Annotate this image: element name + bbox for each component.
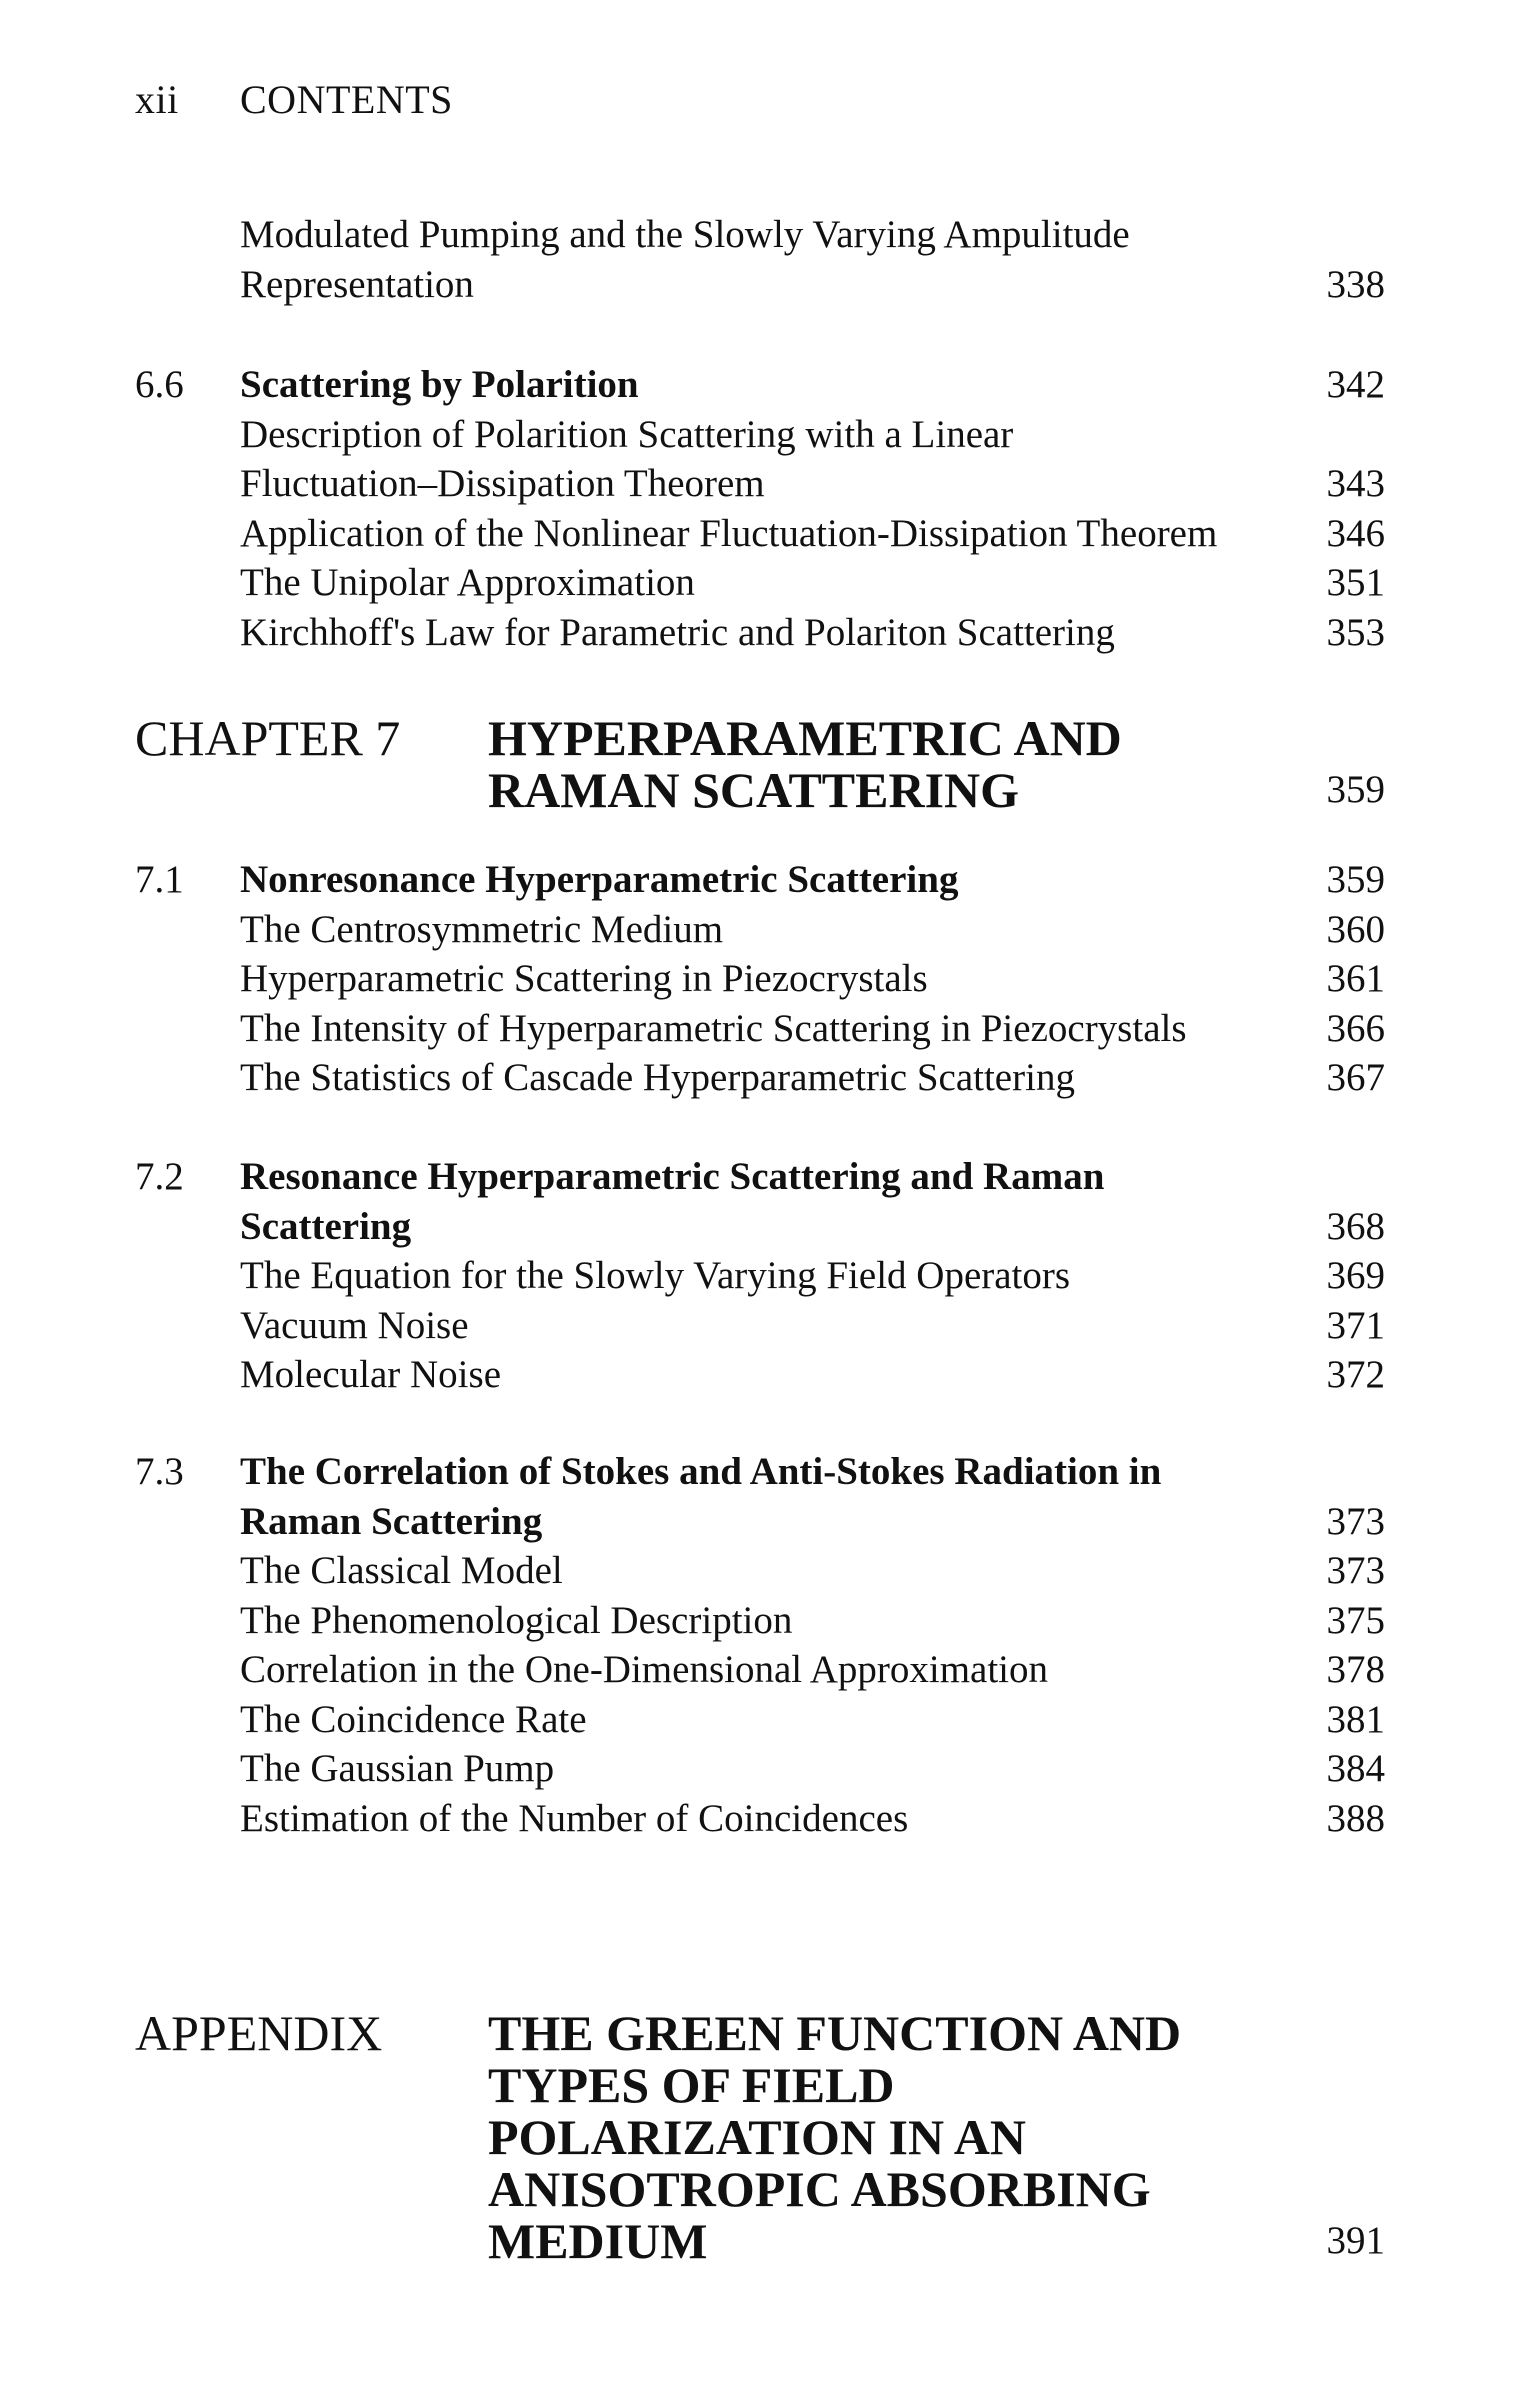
entry-page: 361 [1326, 957, 1385, 1000]
entry-title: Description of Polarition Scattering with a Linear [240, 412, 1014, 456]
appendix-title-line: POLARIZATION IN AN [488, 2109, 1027, 2165]
entry-title: The Centrosymmetric Medium [240, 907, 724, 951]
section-page: 342 [1326, 363, 1385, 406]
entry-page: 378 [1326, 1648, 1385, 1691]
entry-page: 338 [1326, 262, 1385, 306]
appendix-page: 391 [1326, 2219, 1385, 2262]
entry-page: 353 [1326, 610, 1385, 654]
toc-entry [135, 1053, 1385, 1103]
section-number: 7.3 [135, 1450, 184, 1493]
entry-page: 360 [1326, 907, 1385, 951]
entry-title: Molecular Noise [240, 1353, 502, 1396]
appendix-title-line: TYPES OF FIELD [488, 2057, 895, 2113]
toc-entry [135, 509, 1385, 559]
appendix-title [488, 2007, 1181, 2267]
chapter-page: 359 [1326, 768, 1385, 811]
appendix-title-line: MEDIUM [488, 2213, 708, 2269]
entry-title: Hyperparametric Scattering in Piezocrystals [240, 957, 928, 1000]
chapter-label: CHAPTER 7 [135, 710, 401, 766]
section-heading [135, 1497, 1385, 1547]
toc-entry [135, 1596, 1385, 1646]
section-heading [135, 855, 1385, 905]
entry-title: Kirchhoff's Law for Parametric and Polariton Scattering [240, 610, 1115, 654]
section-page: 359 [1326, 858, 1385, 901]
entry-page: 343 [1326, 462, 1385, 505]
toc-entry [135, 1645, 1385, 1695]
page-number: xii [135, 77, 179, 122]
section-title: The Correlation of Stokes and Anti-Stokes Radiation in [240, 1450, 1162, 1493]
toc-entry [135, 1350, 1385, 1400]
entry-title: The Gaussian Pump [240, 1747, 555, 1790]
entry-title: The Statistics of Cascade Hyperparametric Scattering [240, 1056, 1075, 1099]
appendix-title-line: THE GREEN FUNCTION AND [488, 2005, 1182, 2061]
entry-title: The Classical Model [240, 1549, 563, 1592]
toc-entry [135, 1546, 1385, 1596]
toc-entry [135, 608, 1385, 658]
toc-entry [135, 210, 1385, 260]
entry-page: 372 [1326, 1353, 1385, 1396]
toc-entry [135, 1004, 1385, 1054]
toc-entry [135, 954, 1385, 1004]
toc-entry [135, 1695, 1385, 1745]
section-page: 373 [1326, 1499, 1385, 1543]
section-7-3 [135, 1447, 1385, 1843]
toc-entry [135, 1794, 1385, 1844]
section-title: Scattering by Polarition [240, 363, 639, 406]
entry-title: Vacuum Noise [240, 1303, 469, 1347]
section-7-1 [135, 855, 1385, 1103]
chapter-title-line: HYPERPARAMETRIC AND [488, 710, 1122, 766]
toc-entry [135, 1744, 1385, 1794]
appendix-label: APPENDIX [135, 2005, 383, 2061]
entry-page: 375 [1326, 1598, 1385, 1642]
entry-page: 366 [1326, 1006, 1385, 1050]
toc-entry [135, 1251, 1385, 1301]
toc-entry [135, 1301, 1385, 1351]
toc-entry [135, 459, 1385, 509]
section-heading [135, 1152, 1385, 1202]
toc-entry [135, 410, 1385, 460]
section-title: Scattering [240, 1204, 412, 1248]
section-page: 368 [1326, 1204, 1385, 1248]
entry-title: Fluctuation–Dissipation Theorem [240, 462, 765, 505]
entry-page: 346 [1326, 511, 1385, 555]
section-heading [135, 1447, 1385, 1497]
entry-title: The Unipolar Approximation [240, 561, 695, 604]
section-title: Raman Scattering [240, 1499, 543, 1543]
section-heading [135, 360, 1385, 410]
entry-page: 388 [1326, 1796, 1385, 1840]
entry-title: Correlation in the One-Dimensional Approximation [240, 1648, 1049, 1691]
toc-entry [135, 905, 1385, 955]
entry-page: 373 [1326, 1549, 1385, 1592]
section-number: 6.6 [135, 363, 184, 406]
entry-title: Modulated Pumping and the Slowly Varying Ampulitude [240, 213, 1130, 256]
entry-page: 369 [1326, 1254, 1385, 1297]
section-title: Nonresonance Hyperparametric Scattering [240, 858, 959, 901]
section-number: 7.2 [135, 1155, 184, 1198]
appendix-title-line: ANISOTROPIC ABSORBING [488, 2161, 1151, 2217]
entry-page: 367 [1326, 1056, 1385, 1099]
running-title: CONTENTS [240, 77, 453, 122]
chapter-title [488, 712, 1122, 816]
running-header [135, 76, 453, 123]
entry-page: 381 [1326, 1697, 1385, 1741]
section-heading [135, 1202, 1385, 1252]
toc-entry [135, 558, 1385, 608]
toc-block-continued [135, 210, 1385, 309]
entry-page: 384 [1326, 1747, 1385, 1790]
entry-title: The Intensity of Hyperparametric Scattering in Piezocrystals [240, 1006, 1187, 1050]
entry-page: 371 [1326, 1303, 1385, 1347]
entry-title: Estimation of the Number of Coincidences [240, 1796, 909, 1840]
section-6-6 [135, 360, 1385, 657]
entry-page: 351 [1326, 561, 1385, 604]
entry-title: The Phenomenological Description [240, 1598, 793, 1642]
entry-title: The Coincidence Rate [240, 1697, 587, 1741]
entry-title: Representation [240, 262, 474, 306]
section-title: Resonance Hyperparametric Scattering and Raman [240, 1155, 1105, 1198]
section-number: 7.1 [135, 858, 184, 901]
section-7-2 [135, 1152, 1385, 1400]
appendix-heading [135, 2007, 1385, 2277]
entry-title: Application of the Nonlinear Fluctuation-Dissipation Theorem [240, 511, 1218, 555]
toc-entry [135, 260, 1385, 310]
chapter-7-heading [135, 712, 1385, 822]
entry-title: The Equation for the Slowly Varying Field Operators [240, 1254, 1071, 1297]
chapter-title-line: RAMAN SCATTERING [488, 762, 1020, 818]
